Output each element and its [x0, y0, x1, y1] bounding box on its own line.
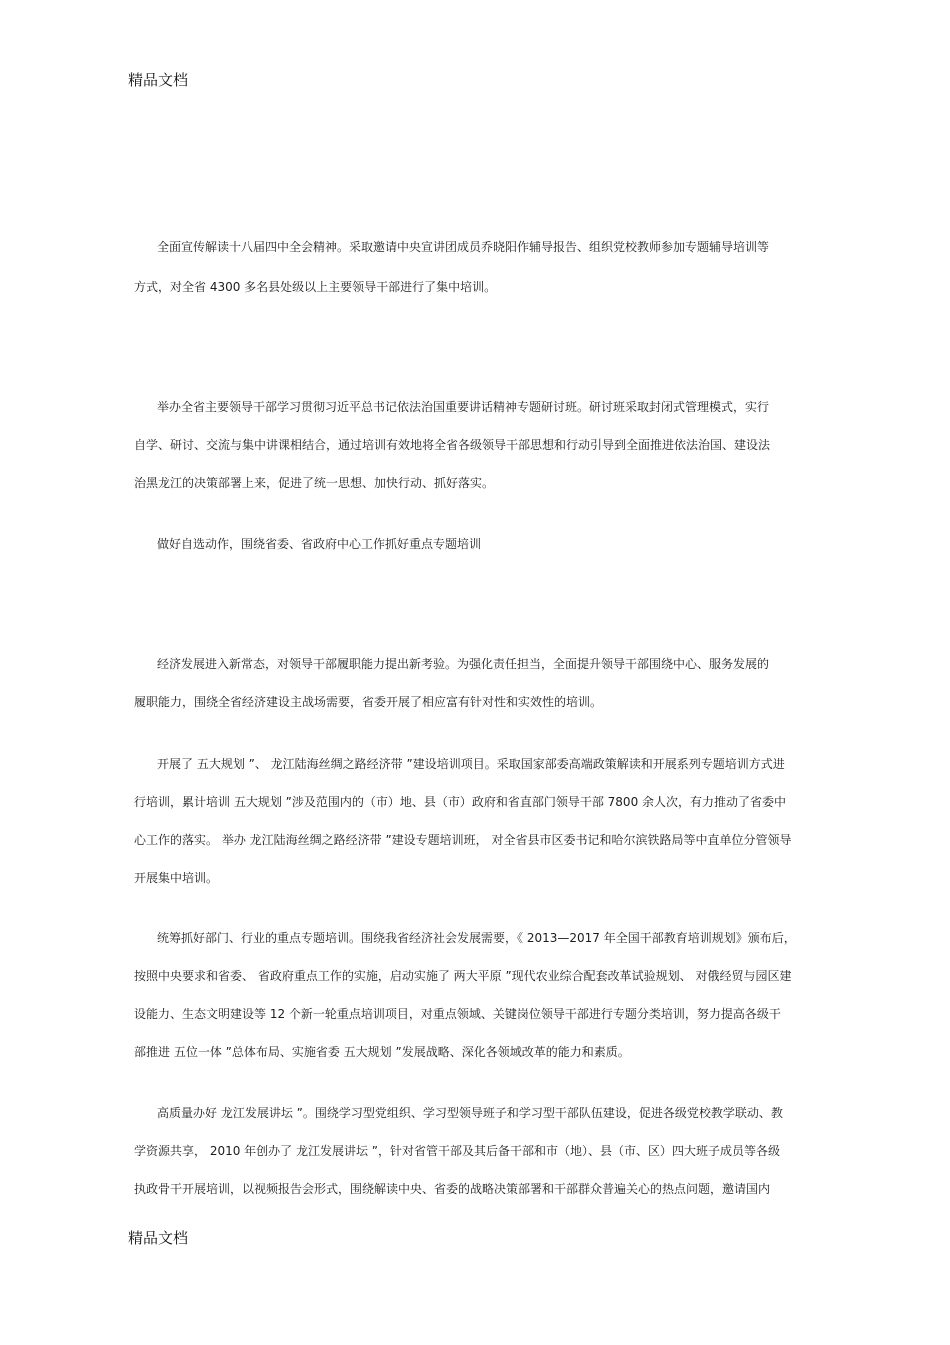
line-text: 治黑龙江的决策部署上来，促进了统一思想、加快行动、抓好落实。 [134, 476, 495, 490]
line-text: 履职能力，围绕全省经济建设主战场需要，省委开展了相应富有针对性和实效性的培训。 [134, 695, 603, 709]
line-text: 自学、研讨、交流与集中讲课相结合，通过培训有效地将全省各级领导干部思想和行动引导到全面推进依法治国、建设法 [134, 438, 771, 452]
page-footer: 精品文档 [128, 1229, 189, 1247]
line-text: 学资源共享， 2010 年创办了 龙江发展讲坛 ”，针对省管干部及其后备干部和市（地）、县（市、区）四大班子成员等各级 [134, 1144, 781, 1158]
line-text: 举办全省主要领导干部学习贯彻习近平总书记依法治国重要讲话精神专题研讨班。研讨班采取封闭式管理模式，实行 [157, 400, 770, 414]
line-text: 统筹抓好部门、行业的重点专题培训。围绕我省经济社会发展需要，《 2013—2017 年全国干部教育培训规划》颁布后， [157, 931, 796, 945]
line-text: 高质量办好 龙江发展讲坛 ”。围绕学习型党组织、学习型领导班子和学习型干部队伍建设，促进各级党校教学联动、教 [157, 1106, 783, 1120]
line-text: 开展集中培训。 [134, 871, 219, 885]
line-text: 执政骨干开展培训，以视频报告会形式，围绕解读中央、省委的战略决策部署和干部群众普遍关心的热点问题，邀请国内 [134, 1182, 771, 1196]
line-text: 开展了 五大规划 ”、 龙江陆海丝绸之路经济带 ”建设培训项目。采取国家部委高端政策解读和开展系列专题培训方式进 [157, 757, 785, 771]
line-text: 部推进 五位一体 ”总体布局、实施省委 五大规划 ”发展战略、深化各领域改革的能力和素质。 [134, 1045, 630, 1059]
line-text: 做好自选动作，围绕省委、省政府中心工作抓好重点专题培训 [157, 537, 482, 551]
line-text: 按照中央要求和省委、 省政府重点工作的实施，启动实施了 两大平原 ”现代农业综合配套改革试验规划、 对俄经贸与园区建 [134, 969, 792, 983]
page-header: 精品文档 [128, 71, 189, 89]
line-text: 行培训，累计培训 五大规划 ”涉及范围内的（市）地、县（市）政府和省直部门领导干部 7800 余人次，有力推动了省委中 [134, 795, 787, 809]
line-text: 心工作的落实。 举办 龙江陆海丝绸之路经济带 ”建设专题培训班， 对全省县市区委书记和哈尔滨铁路局等中直单位分管领导 [134, 833, 792, 847]
line-text: 全面宣传解读十八届四中全会精神。采取邀请中央宣讲团成员乔晓阳作辅导报告、组织党校教师参加专题辅导培训等 [157, 240, 770, 254]
line-text: 方式，对全省 4300 多名县处级以上主要领导干部进行了集中培训。 [134, 280, 497, 294]
line-text: 经济发展进入新常态，对领导干部履职能力提出新考验。为强化责任担当，全面提升领导干部围绕中心、服务发展的 [157, 657, 770, 671]
line-text: 设能力、生态文明建设等 12 个新一轮重点培训项目，对重点领域、关键岗位领导干部进行专题分类培训，努力提高各级干 [134, 1007, 781, 1021]
